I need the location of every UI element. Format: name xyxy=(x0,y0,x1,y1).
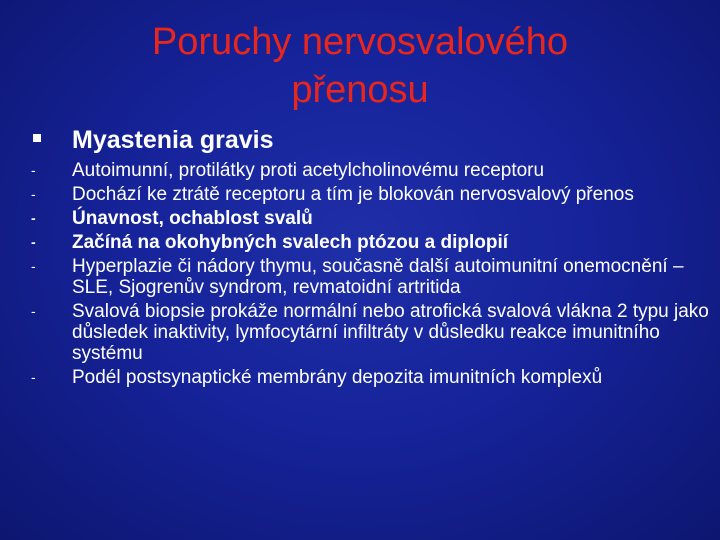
list-item-text: Hyperplazie či nádory thymu, současně další autoimunitní onemocnění – SLE, Sjogrenův syndrom, revmatoidní artritida xyxy=(72,256,684,298)
dash-bullet-icon: - xyxy=(31,162,36,178)
list-item xyxy=(30,232,710,253)
list-item xyxy=(30,301,710,364)
title-line-1: Poruchy nervosvalového xyxy=(151,21,569,63)
dash-bullet-icon: - xyxy=(31,369,36,385)
dash-bullet-icon: - xyxy=(31,258,36,274)
title-line-2: přenosu xyxy=(291,69,429,111)
list-item-text: Podél postsynaptické membrány depozita imunitních komplexů xyxy=(72,367,603,388)
heading-row xyxy=(30,120,710,160)
list-item xyxy=(30,184,710,205)
list-item xyxy=(30,256,710,298)
list-item xyxy=(30,367,710,388)
bullet-list xyxy=(30,160,710,388)
list-item xyxy=(30,160,710,181)
list-item-text: Únavnost, ochablost svalů xyxy=(72,208,313,229)
dash-bullet-icon: - xyxy=(31,303,36,319)
section-heading: Myastenia gravis xyxy=(72,126,274,154)
list-item-text: Začíná na okohybných svalech ptózou a diplopií xyxy=(72,232,509,253)
list-item-text: Autoimunní, protilátky proti acetylcholinovému receptoru xyxy=(72,160,545,181)
dash-bullet-icon: - xyxy=(31,234,36,250)
list-item-text: Svalová biopsie prokáže normální nebo atrofická svalová vlákna 2 typu jako důsledek inaktivity, lymfocytární infiltráty v důsledku reakce imunitního systému xyxy=(72,301,709,364)
list-item-text: Dochází ke ztrátě receptoru a tím je blokován nervosvalový přenos xyxy=(72,184,634,205)
slide-content xyxy=(30,120,710,391)
square-bullet-icon xyxy=(33,134,41,142)
dash-bullet-icon: - xyxy=(31,186,36,202)
list-item xyxy=(30,208,710,229)
slide-title xyxy=(0,18,720,114)
dash-bullet-icon: - xyxy=(31,210,36,226)
